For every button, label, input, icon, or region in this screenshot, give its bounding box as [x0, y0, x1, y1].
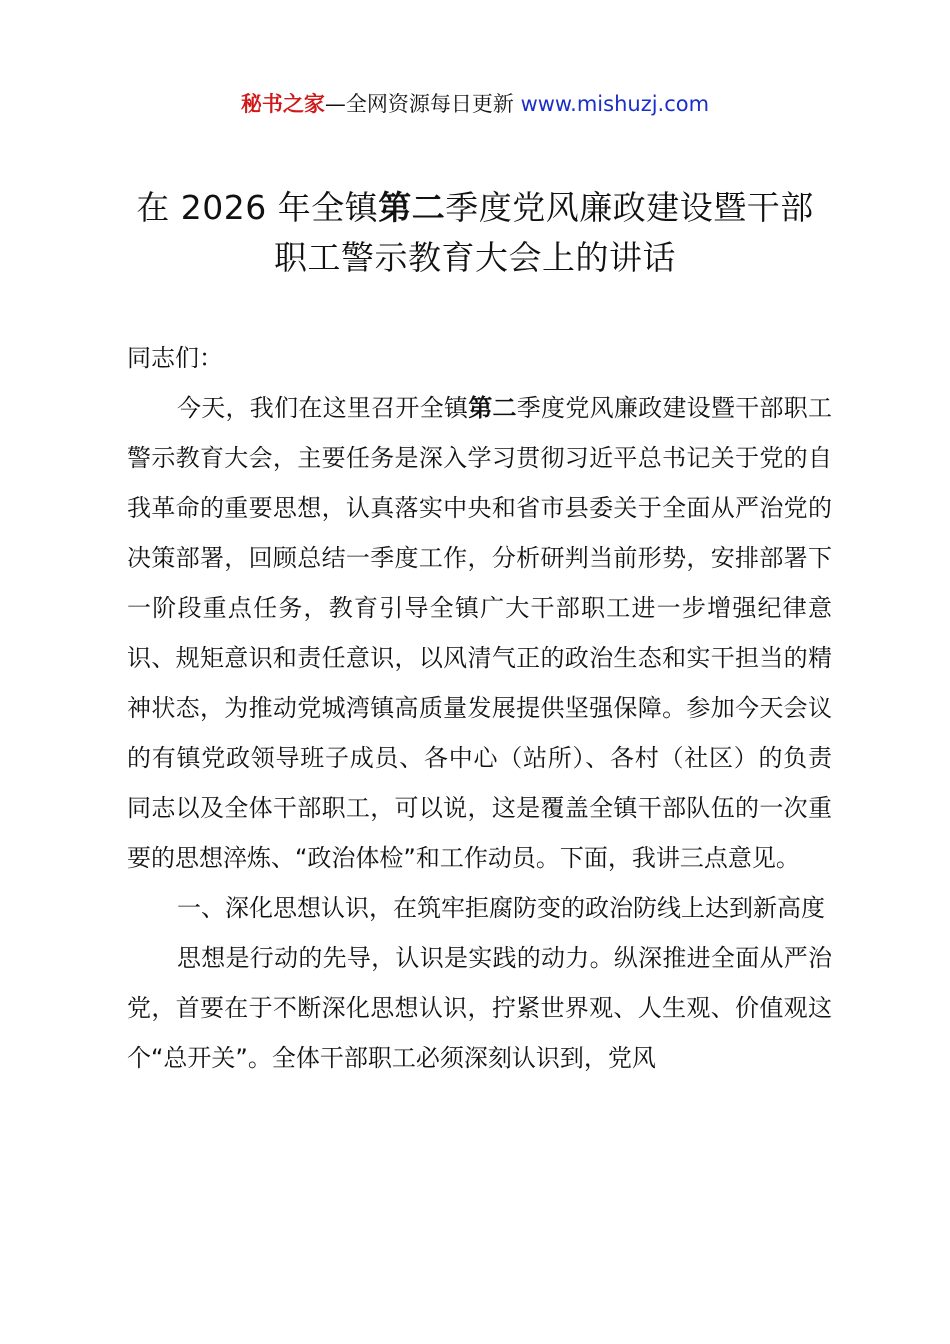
paragraph-intro-part-1: 今天，我们在这里召开全镇 — [177, 394, 469, 422]
site-header — [0, 88, 950, 120]
paragraph-section-1: 思想是行动的先导，认识是实践的动力。纵深推进全面从严治党，首要在于不断深化思想认识，拧紧世界观、人生观、价值观这个“总开关”。全体干部职工必须深刻认识到，党风 — [127, 944, 832, 1072]
document-body — [127, 333, 832, 1083]
section-heading-1: 一、深化思想认识，在筑牢拒腐防变的政治防线上达到新高度 — [177, 894, 825, 922]
title-line-1-bold: 第二 — [378, 188, 446, 227]
paragraph-intro-part-2: 季度党风廉政建设暨干部职工警示教育大会，主要任务是深入学习贯彻习近平总书记关于党的自我革命的重要思想，认真落实中央和省市县委关于全面从严治党的决策部署，回顾总结一季度工作，分析研判当前形势，安排部署下一阶段重点任务，教育引导全镇广大干部职工进一步增强纪律意识、规矩意识和责任意识，以风清气正的政治生态和实干担当的精神状态，为推动党城湾镇高质量发展提供坚强保障。参加今天会议的有镇党政领导班子成员、各中心（站所）、各村（社区）的负责同志以及全体干部职工，可以说，这是覆盖全镇干部队伍的一次重要的思想淬炼、“政治体检”和工作动员。下面，我讲三点意见。 — [127, 394, 833, 872]
site-slogan: —全网资源每日更新 — [324, 92, 514, 116]
document-title — [0, 183, 950, 283]
salutation: 同志们： — [127, 344, 223, 372]
title-line-1-part-1: 在 2026 年全镇 — [136, 188, 379, 227]
paragraph-intro-bold: 第二 — [468, 394, 517, 422]
site-brand: 秘书之家 — [240, 92, 325, 116]
title-line-1-part-2: 季度党风廉政建设暨干部 — [445, 188, 814, 227]
site-url-link[interactable]: www.mishuzj.com — [520, 92, 710, 116]
title-line-2: 职工警示教育大会上的讲话 — [274, 238, 676, 277]
title-line-1 — [0, 183, 950, 233]
paragraph-intro — [127, 383, 832, 883]
